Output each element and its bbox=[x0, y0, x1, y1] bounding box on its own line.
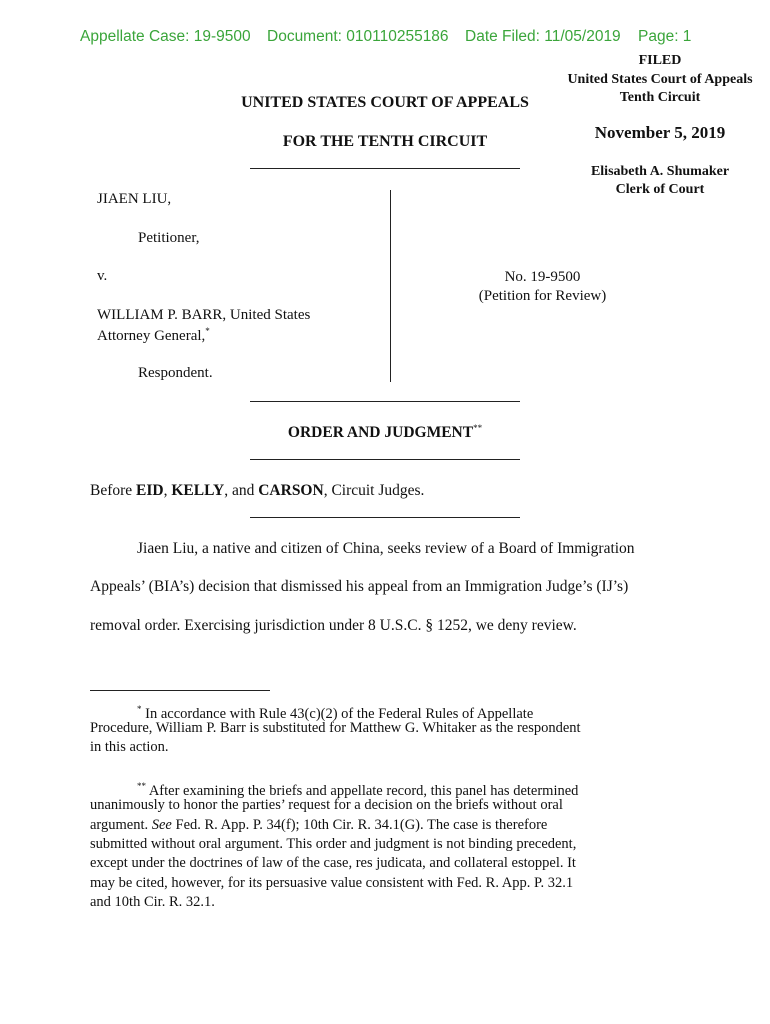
respondent-line2-text: Attorney General, bbox=[97, 328, 206, 344]
panel-sep: , and bbox=[224, 482, 259, 499]
footnote-2-see: See bbox=[151, 817, 172, 833]
footnote-2-line4: submitted without oral argument. This order and judgment is not binding precedent, bbox=[90, 836, 577, 852]
stamp-date-filed: Date Filed: 11/05/2019 bbox=[465, 28, 621, 45]
footnote-2-text: After examining the briefs and appellate record, this panel has determined bbox=[146, 782, 579, 799]
order-footnote-mark: ** bbox=[473, 423, 483, 433]
footnote-1-line3: in this action. bbox=[90, 739, 169, 755]
case-type: (Petition for Review) bbox=[478, 288, 607, 304]
footnote-2-line2: unanimously to honor the parties’ request for a decision on the briefs without oral bbox=[90, 797, 563, 813]
body-line-3: removal order. Exercising jurisdiction under 8 U.S.C. § 1252, we deny review. bbox=[90, 617, 577, 634]
panel-sep: , bbox=[163, 482, 172, 499]
judge-kelly: KELLY bbox=[171, 482, 225, 499]
footnote-2-mark: ** bbox=[137, 781, 146, 791]
footnote-1-text: In accordance with Rule 43(c)(2) of the Federal Rules of Appellate bbox=[141, 705, 534, 722]
footnote-2-line6: may be cited, however, for its persuasive value consistent with Fed. R. App. P. 32.1 bbox=[90, 875, 574, 891]
clerk-title: Clerk of Court bbox=[615, 182, 705, 197]
divider-rule bbox=[250, 401, 520, 402]
petitioner-role: Petitioner, bbox=[138, 230, 200, 246]
body-line-2: Appeals’ (BIA’s) decision that dismissed his appeal from an Immigration Judge’s (IJ’s) bbox=[90, 578, 629, 595]
panel-before: Before bbox=[90, 482, 137, 499]
judge-eid: EID bbox=[136, 482, 164, 499]
respondent-footnote-mark: * bbox=[205, 326, 210, 336]
footnote-separator bbox=[90, 690, 270, 691]
caption-divider bbox=[390, 190, 391, 382]
divider-rule bbox=[250, 517, 520, 518]
divider-rule bbox=[250, 168, 520, 169]
footnote-2-line3 bbox=[90, 816, 547, 835]
footnote-2-line5: except under the doctrines of law of the case, res judicata, and collateral estoppel. It bbox=[90, 855, 576, 871]
stamp-case: Appellate Case: 19-9500 bbox=[80, 28, 251, 45]
filed-court-line1: United States Court of Appeals bbox=[567, 72, 753, 87]
footnote-2-line3a: argument. bbox=[90, 817, 152, 833]
order-title bbox=[180, 423, 590, 442]
respondent-line1: WILLIAM P. BARR, United States bbox=[97, 307, 311, 323]
panel-line bbox=[90, 482, 424, 500]
filed-date: November 5, 2019 bbox=[594, 123, 726, 142]
respondent-line2 bbox=[97, 326, 210, 345]
case-number: No. 19-9500 bbox=[504, 269, 581, 285]
court-name: UNITED STATES COURT OF APPEALS bbox=[241, 94, 529, 111]
clerk-name: Elisabeth A. Shumaker bbox=[590, 164, 730, 179]
footnote-2-line3b: Fed. R. App. P. 34(f); 10th Cir. R. 34.1(G). The case is therefore bbox=[171, 817, 548, 833]
body-line-1: Jiaen Liu, a native and citizen of China, seeks review of a Board of Immigration bbox=[137, 540, 635, 557]
stamp-document: Document: 010110255186 bbox=[267, 28, 449, 45]
filed-court-line2: Tenth Circuit bbox=[619, 90, 701, 105]
petitioner-name: JIAEN LIU, bbox=[97, 191, 172, 207]
court-circuit: FOR THE TENTH CIRCUIT bbox=[282, 133, 488, 150]
divider-rule bbox=[250, 459, 520, 460]
footnote-1-mark: * bbox=[137, 704, 142, 714]
respondent-role: Respondent. bbox=[138, 365, 213, 381]
stamp-page: Page: 1 bbox=[638, 28, 692, 45]
panel-suffix: , Circuit Judges. bbox=[323, 482, 425, 499]
judge-carson: CARSON bbox=[258, 482, 324, 499]
footnote-2-line7: and 10th Cir. R. 32.1. bbox=[90, 894, 215, 910]
footnote-1-line2: Procedure, William P. Barr is substituted for Matthew G. Whitaker as the respondent bbox=[90, 720, 581, 736]
versus: v. bbox=[97, 268, 108, 284]
order-title-text: ORDER AND JUDGMENT bbox=[287, 424, 474, 442]
filed-label: FILED bbox=[638, 53, 682, 68]
